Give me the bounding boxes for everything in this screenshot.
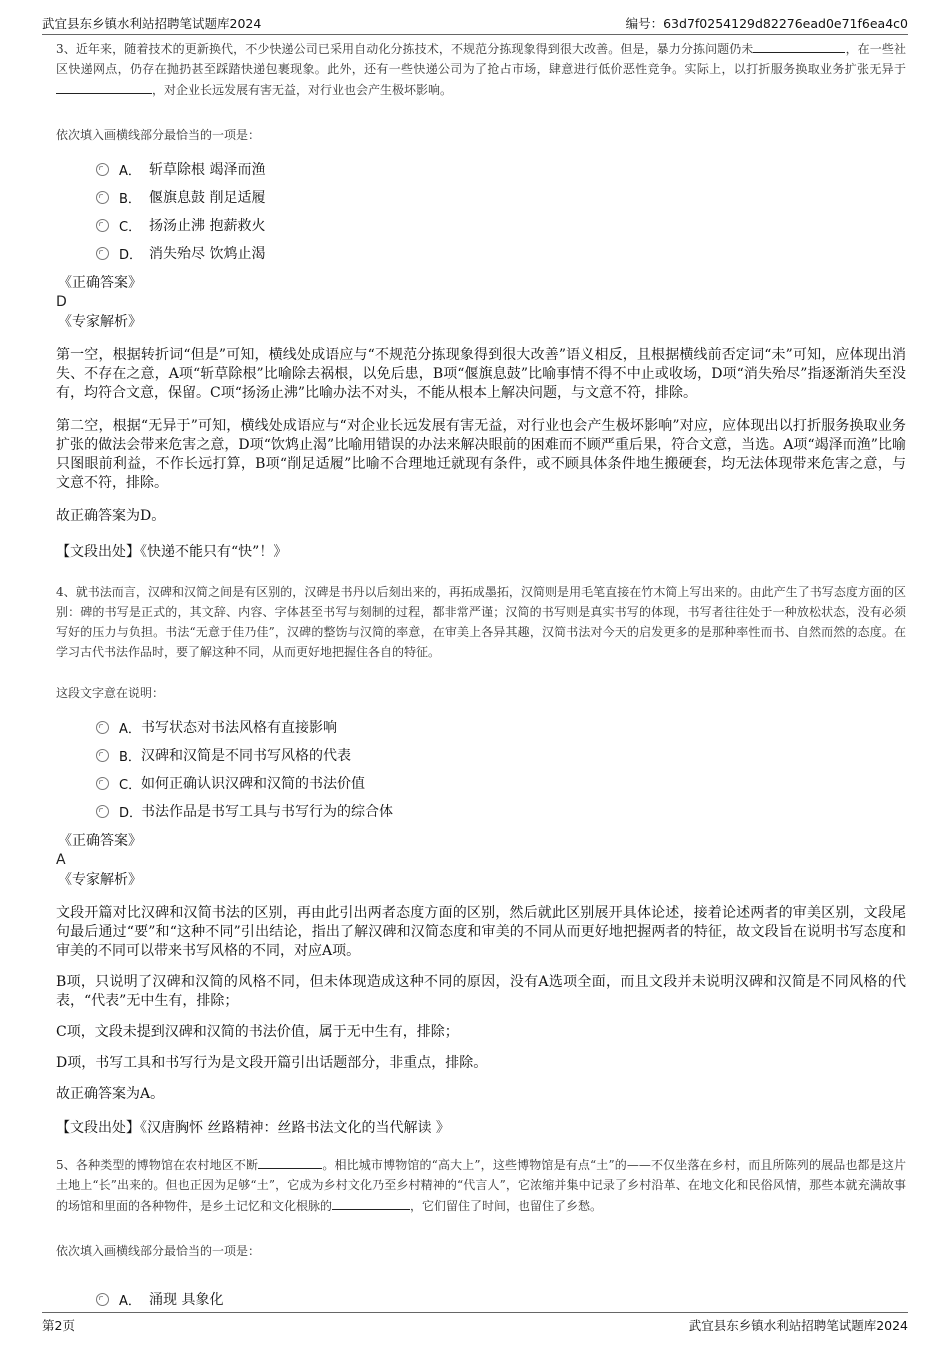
option-letter: B． — [119, 191, 141, 207]
analysis-paragraph: 文段开篇对比汉碑和汉简书法的区别，再由此引出两者态度方面的区别，然后就此区别展开具体论述，接着论述两者的审美区别，文段尾句最后通过“要”和“这种不同”引出结论，指出了解汉碑和汉简态度和审美的不同从而更好地把握两者的特征，故文段旨在说明书写态度和审美的不同可以带来书写风格的不同，对应A项。 — [56, 905, 906, 959]
analysis-paragraph: B项，只说明了汉碑和汉简的风格不同，但未体现造成这种不同的原因，没有A选项全面，而且文段并未说明汉碑和汉简是不同风格的代表，“代表”无中生有，排除； — [56, 974, 906, 1009]
answer-label: 《正确答案》 — [58, 275, 142, 291]
option-text: 偃旗息鼓 削足适履 — [149, 190, 266, 206]
answer-label: 《正确答案》 — [58, 833, 142, 849]
option-letter: A． — [119, 721, 141, 737]
option-text: 扬汤止沸 抱薪救火 — [149, 218, 266, 234]
stem-text: ，对企业长远发展有害无益，对行业也会产生极坏影响。 — [152, 83, 453, 97]
radio-icon[interactable] — [96, 163, 109, 176]
option-text: 书法作品是书写工具与书写行为的综合体 — [141, 804, 393, 820]
radio-icon[interactable] — [96, 805, 109, 818]
stem-text: 3、近年来，随着技术的更新换代，不少快递公司已采用自动化分拣技术，不规范分拣现象得到很大改善。但是，暴力分拣问题仍未 — [56, 42, 754, 56]
option-text: 汉碑和汉简是不同书写风格的代表 — [141, 748, 351, 764]
stem-text: ，在一些社区快递网点，仍存在抛扔甚至踩踏快递包裹现象。此外，还有一些快递公司为了抢占市场，肆意进行低价恶性竞争。实际上，以打折服务换取业务扩张无异于 — [56, 42, 906, 76]
analysis-label: 《专家解析》 — [58, 872, 142, 888]
options-list — [96, 713, 906, 825]
radio-icon[interactable] — [96, 191, 109, 204]
option-b[interactable] — [96, 183, 906, 211]
option-text: 消失殆尽 饮鸩止渴 — [149, 246, 266, 262]
question-stem: 4、就书法而言，汉碑和汉简之间是有区别的，汉碑是书丹以后刻出来的，再拓成墨拓，汉简则是用毛笔直接在竹木简上写出来的。由此产生了书写态度方面的区别：碑的书写是正式的，其文辞、内容、字体甚至书写与刻制的过程，都非常严谨；汉简的书写则是真实书写的体现，书写者往往处于一种放松状态，没有必须写好的压力与负担。书法“无意于佳乃佳”，汉碑的整饬与汉简的率意，在审美上各异其趣，汉简书法对今天的启发更多的是那种率性而书、自然而然的态度。在学习古代书法作品时，要了解这种不同，从而更好地把握住各自的特征。 — [56, 585, 906, 659]
option-letter: C． — [119, 777, 142, 793]
question-stem — [56, 38, 906, 100]
answer-value: A — [56, 852, 66, 868]
source-citation: 【文段出处】《汉唐胸怀 丝路精神：丝路书法文化的当代解读 》 — [56, 1120, 450, 1136]
options-list — [96, 1285, 906, 1313]
source-citation: 【文段出处】《快递不能只有“快”！》 — [56, 544, 288, 560]
option-text: 如何正确认识汉碑和汉简的书法价值 — [141, 776, 365, 792]
blank-line — [258, 1154, 322, 1169]
page-footer — [42, 1312, 908, 1338]
option-d[interactable] — [96, 239, 906, 267]
question-3 — [56, 38, 906, 562]
answer-value: D — [56, 294, 67, 310]
header-id: 编号：63d7f0254129d82276ead0e71f6ea4c0 — [625, 16, 908, 31]
radio-icon[interactable] — [96, 749, 109, 762]
option-a[interactable] — [96, 713, 906, 741]
option-a[interactable] — [96, 1285, 906, 1313]
stem-text: 。相比城市博物馆的“高大上”，这些博物馆是有点“土”的——不仅坐落在乡村，而且所陈列的展品也都是这片土地上“长”出来的。但也正因为足够“土”，它成为乡村文化乃至乡村精神的“代言人”，它浓缩并集中记录了乡村沿革、在地文化和民俗风情，那些本就充满故事的场馆和里面的各种物件，是乡土记忆和文化根脉的 — [56, 1158, 907, 1213]
option-d[interactable] — [96, 797, 906, 825]
page-number: 第2页 — [42, 1318, 75, 1333]
option-text: 涌现 具象化 — [149, 1292, 224, 1308]
option-a[interactable] — [96, 155, 906, 183]
blank-line — [56, 79, 152, 94]
blank-line — [753, 38, 845, 53]
question-4 — [56, 582, 906, 1138]
question-prompt: 依次填入画横线部分最恰当的一项是： — [56, 128, 261, 142]
analysis-paragraph: 第一空，根据转折词“但是”可知，横线处成语应与“不规范分拣现象得到很大改善”语义相反，且根据横线前否定词“未”可知，应体现出消失、不存在之意，A项“斩草除根”比喻除去祸根，以免后患，B项“偃旗息鼓”比喻事情不得不中止或收场，D项“消失殆尽”指逐渐消失至没有，均符合文意，保留。C项“扬汤止沸”比喻办法不对头，不能从根本上解决问题，与文意不符，排除。 — [56, 347, 906, 401]
option-text: 书写状态对书法风格有直接影响 — [141, 720, 337, 736]
option-letter: A． — [119, 1293, 141, 1309]
question-5 — [56, 1154, 906, 1313]
option-letter: D． — [119, 247, 143, 263]
stem-text: ，它们留住了时间，也留住了乡愁。 — [410, 1199, 603, 1213]
options-list — [96, 155, 906, 267]
page-header — [42, 10, 908, 35]
option-letter: D． — [119, 805, 143, 821]
radio-icon[interactable] — [96, 1293, 109, 1306]
analysis-conclusion: 故正确答案为A。 — [56, 1086, 165, 1102]
analysis-paragraph: 第二空，根据“无异于”可知，横线处成语应与“对企业长远发展有害无益，对行业也会产生极坏影响”对应，应体现出以打折服务换取业务扩张的做法会带来危害之意，D项“饮鸩止渴”比喻用错误的办法来解决眼前的困难而不顾严重后果，符合文意，当选。A项“竭泽而渔”比喻只图眼前利益，不作长远打算，B项“削足适履”比喻不合理地迁就现有条件，或不顾具体条件地生搬硬套，均无法体现带来危害之意，与文意不符，排除。 — [56, 418, 906, 491]
radio-icon[interactable] — [96, 777, 109, 790]
analysis-paragraph: C项，文段未提到汉碑和汉简的书法价值，属于无中生有，排除； — [56, 1024, 459, 1040]
option-letter: A． — [119, 163, 141, 179]
radio-icon[interactable] — [96, 721, 109, 734]
footer-title: 武宜县东乡镇水利站招聘笔试题库2024 — [688, 1318, 908, 1333]
blank-line — [332, 1195, 410, 1210]
option-c[interactable] — [96, 769, 906, 797]
option-text: 斩草除根 竭泽而渔 — [149, 162, 266, 178]
radio-icon[interactable] — [96, 219, 109, 232]
stem-text: 5、各种类型的博物馆在农村地区不断 — [56, 1158, 259, 1172]
analysis-label: 《专家解析》 — [58, 314, 142, 330]
option-b[interactable] — [96, 741, 906, 769]
question-prompt: 依次填入画横线部分最恰当的一项是： — [56, 1244, 261, 1258]
option-letter: C． — [119, 219, 142, 235]
page-content — [56, 38, 906, 1313]
option-c[interactable] — [96, 211, 906, 239]
option-letter: B． — [119, 749, 141, 765]
radio-icon[interactable] — [96, 247, 109, 260]
analysis-conclusion: 故正确答案为D。 — [56, 508, 166, 524]
question-stem — [56, 1154, 906, 1216]
header-title: 武宜县东乡镇水利站招聘笔试题库2024 — [42, 16, 262, 31]
analysis-paragraph: D项，书写工具和书写行为是文段开篇引出话题部分，非重点，排除。 — [56, 1055, 488, 1071]
question-prompt: 这段文字意在说明： — [56, 686, 165, 700]
